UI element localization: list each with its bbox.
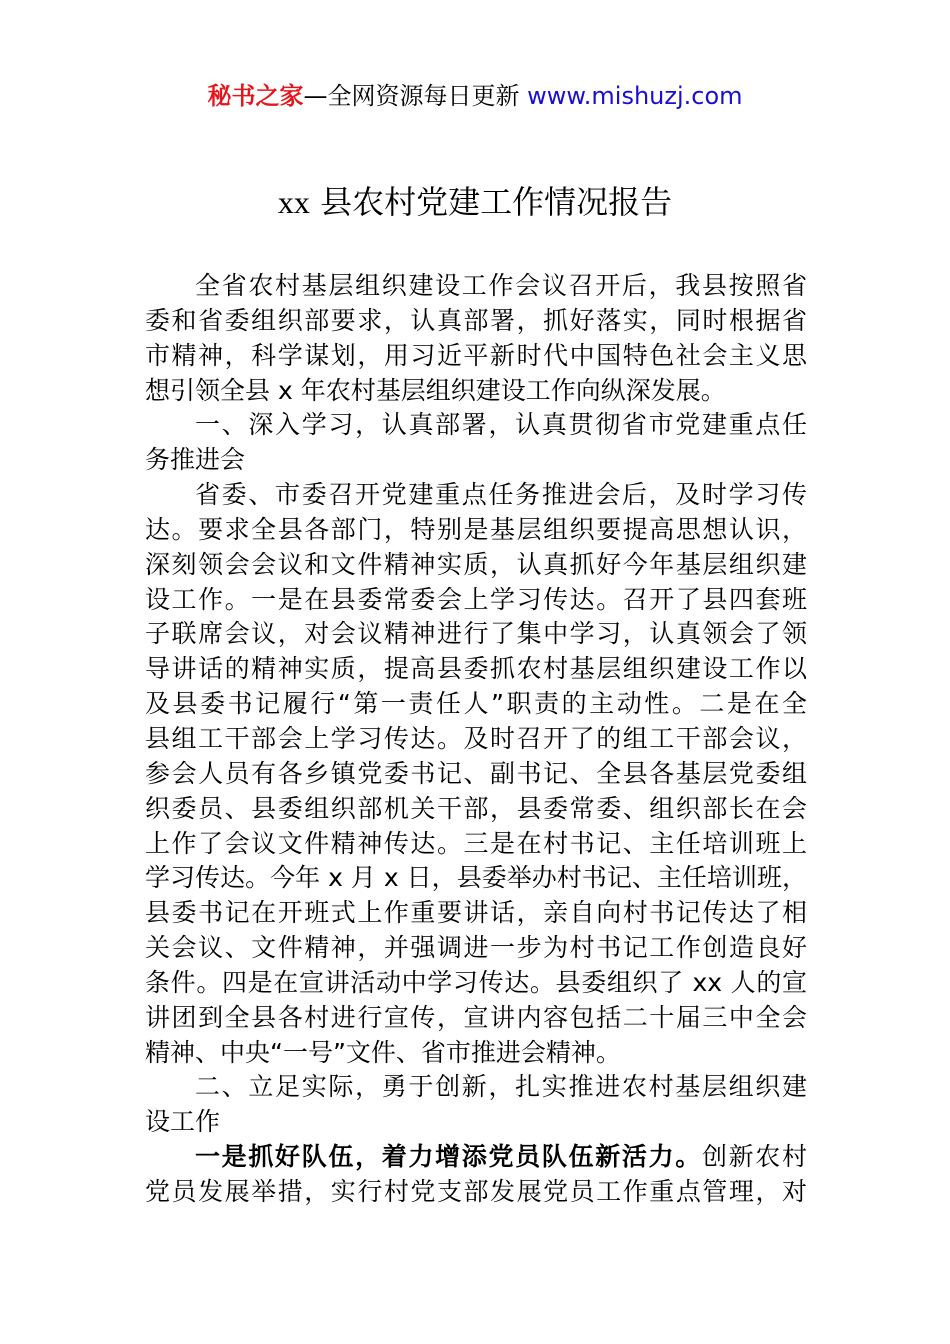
section-heading-line: 务推进会	[145, 445, 246, 475]
body-line: 想引领全县 x 年农村基层组织建设工作向纵深发展。	[145, 375, 726, 405]
body-line: 关会议、文件精神，并强调进一步为村书记工作创造良好	[145, 933, 807, 963]
body-line: 市精神，科学谋划，用习近平新时代中国特色社会主义思	[145, 340, 807, 370]
body-line	[145, 1140, 807, 1175]
body-line: 县委书记在开班式上作重要讲话，亲自向村书记传达了相	[145, 898, 807, 928]
body-line: 全省农村基层组织建设工作会议召开后，我县按照省	[195, 271, 807, 300]
body-line: 及县委书记履行“第一责任人”职责的主动性。二是在全	[145, 689, 807, 719]
body-line: 上作了会议文件精神传达。三是在村书记、主任培训班上	[145, 828, 807, 858]
body-line: 导讲话的精神实质，提高县委抓农村基层组织建设工作以	[145, 654, 807, 684]
body-line: 条件。四是在宣讲活动中学习传达。县委组织了 xx 人的宣	[145, 967, 807, 997]
body-line: 达。要求全县各部门，特别是基层组织要提高思想认识，	[145, 514, 807, 544]
body-line: 学习传达。今年 x 月 x 日，县委举办村书记、主任培训班，	[145, 863, 807, 893]
body-line: 讲团到全县各村进行宣传，宣讲内容包括二十届三中全会	[145, 1002, 807, 1032]
body-line: 参会人员有各乡镇党委书记、副书记、全县各基层党委组	[145, 758, 807, 788]
document-body	[145, 269, 807, 1210]
body-line: 织委员、县委组织部机关干部，县委常委、组织部长在会	[145, 793, 807, 823]
body-text-run: 创新农村	[701, 1142, 807, 1172]
body-line: 子联席会议，对会议精神进行了集中学习，认真领会了领	[145, 619, 807, 649]
body-line: 党员发展举措，实行村党支部发展党员工作重点管理，对	[145, 1176, 807, 1206]
site-header	[0, 80, 950, 112]
title-prefix: xx	[277, 184, 310, 220]
document-title	[0, 180, 950, 224]
section-heading-line: 一、深入学习，认真部署，认真贯彻省市党建重点任	[195, 410, 807, 440]
bold-lead-phrase: 一是抓好队伍，着力增添党员队伍新活力。	[195, 1142, 702, 1172]
body-line: 精神、中央“一号”文件、省市推进会精神。	[145, 1037, 621, 1067]
site-brand: 秘书之家	[207, 82, 304, 110]
title-text: 县农村党建工作情况报告	[309, 183, 673, 221]
body-line: 县组工干部会上学习传达。及时召开了的组工干部会议，	[145, 723, 807, 753]
body-line: 设工作。一是在县委常委会上学习传达。召开了县四套班	[145, 584, 807, 614]
body-line: 委和省委组织部要求，认真部署，抓好落实，同时根据省	[145, 305, 807, 335]
section-heading-line: 设工作	[145, 1107, 221, 1137]
site-url-link[interactable]: www.mishuzj.com	[527, 82, 743, 110]
body-line: 深刻领会会议和文件精神实质，认真抓好今年基层组织建	[145, 549, 807, 579]
section-heading-line: 二、立足实际，勇于创新，扎实推进农村基层组织建	[195, 1072, 807, 1102]
body-line: 省委、市委召开党建重点任务推进会后，及时学习传	[195, 480, 807, 510]
site-tagline: —全网资源每日更新	[303, 82, 528, 110]
